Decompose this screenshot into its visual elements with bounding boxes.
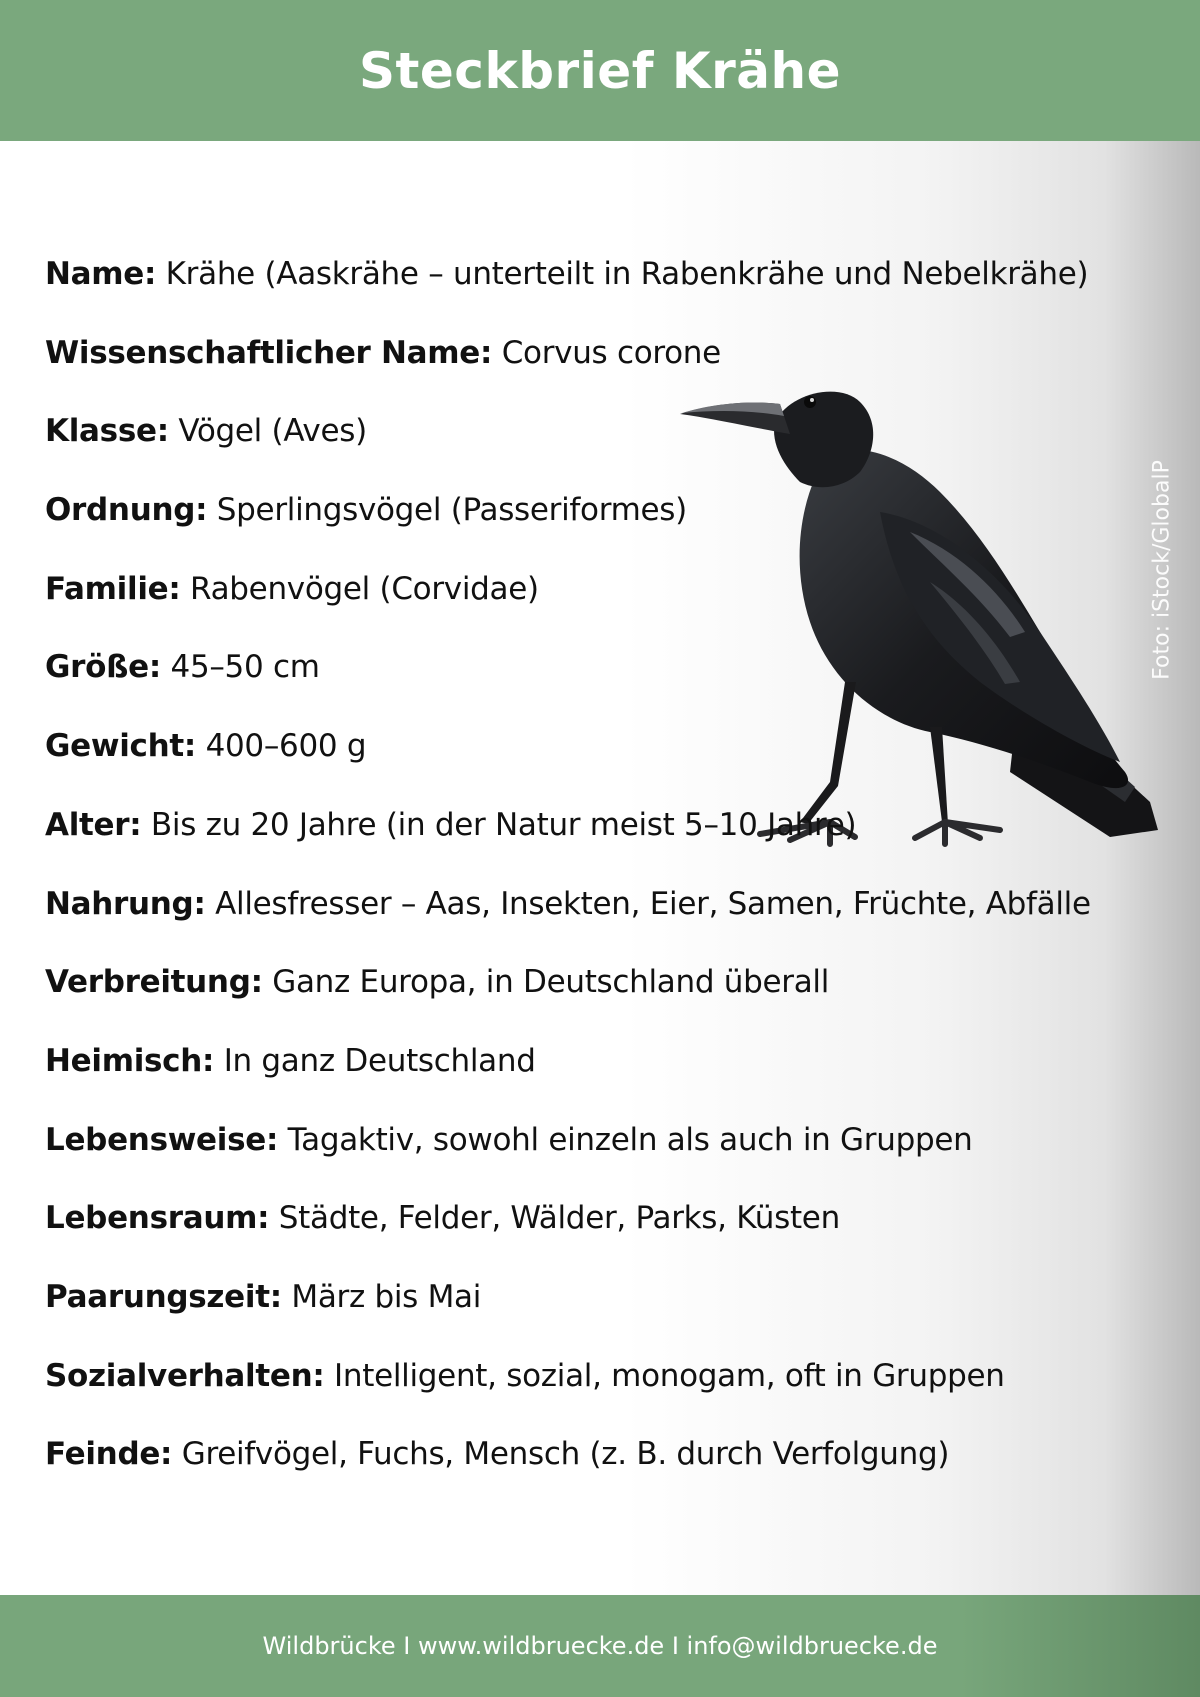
fact-label: Sozialverhalten: (45, 1357, 325, 1394)
fact-value: Rabenvögel (Corvidae) (190, 570, 539, 607)
fact-row-family (45, 569, 1105, 648)
fact-label: Alter: (45, 806, 142, 843)
fact-row-distribution (45, 962, 1105, 1041)
header-bar (0, 0, 1200, 141)
fact-row-order (45, 490, 1105, 569)
fact-value: Corvus corone (501, 334, 721, 371)
fact-row-habitat (45, 1198, 1105, 1277)
photo-credit: Foto: iStock/GlobalP (1149, 460, 1175, 680)
fact-value: Krähe (Aaskrähe – unterteilt in Rabenkrähe und Nebelkrähe) (165, 256, 1089, 292)
fact-value: Ganz Europa, in Deutschland überall (272, 964, 830, 1001)
fact-value: Vögel (Aves) (178, 413, 367, 450)
fact-label: Paarungszeit: (45, 1278, 282, 1315)
fact-value: Tagaktiv, sowohl einzeln als auch in Gruppen (287, 1121, 973, 1158)
fact-label: Familie: (45, 570, 181, 607)
fact-value: Sperlingsvögel (Passeriformes) (216, 492, 687, 529)
fact-label: Nahrung: (45, 885, 206, 922)
facts-list (45, 254, 1105, 1513)
fact-label: Name: (45, 256, 157, 292)
fact-value: Greifvögel, Fuchs, Mensch (z. B. durch Verfolgung) (181, 1436, 950, 1473)
fact-value: März bis Mai (291, 1278, 482, 1315)
fact-label: Größe: (45, 649, 161, 686)
fact-label: Wissenschaftlicher Name: (45, 334, 493, 371)
fact-label: Lebensraum: (45, 1200, 270, 1237)
fact-row-weight (45, 726, 1105, 805)
fact-value: 400–600 g (205, 728, 367, 765)
fact-value: Allesfresser – Aas, Insekten, Eier, Samen, Früchte, Abfälle (215, 885, 1091, 922)
footer-bar (0, 1595, 1200, 1697)
fact-value: Intelligent, sozial, monogam, oft in Gruppen (334, 1357, 1005, 1394)
fact-value: Städte, Felder, Wälder, Parks, Küsten (278, 1200, 840, 1237)
fact-value: In ganz Deutschland (223, 1042, 536, 1079)
fact-label: Heimisch: (45, 1042, 215, 1079)
fact-label: Ordnung: (45, 492, 208, 529)
fact-value: Bis zu 20 Jahre (in der Natur meist 5–10 Jahre) (150, 806, 857, 843)
fact-row-lifestyle (45, 1120, 1105, 1199)
fact-row-mating-season (45, 1277, 1105, 1356)
fact-value: 45–50 cm (170, 649, 320, 686)
fact-row-social-behavior (45, 1356, 1105, 1435)
page-title: Steckbrief Krähe (358, 41, 842, 100)
fact-row-age (45, 805, 1105, 884)
fact-row-size (45, 647, 1105, 726)
fact-label: Klasse: (45, 413, 169, 450)
fact-label: Verbreitung: (45, 964, 263, 1001)
fact-row-enemies (45, 1434, 1105, 1513)
fact-label: Lebensweise: (45, 1121, 279, 1158)
fact-row-class (45, 411, 1105, 490)
fact-row-scientific-name (45, 333, 1105, 412)
footer-contact: Wildbrücke I www.wildbruecke.de I info@wildbruecke.de (262, 1632, 938, 1660)
fact-label: Feinde: (45, 1436, 173, 1473)
fact-row-name (45, 254, 1105, 333)
fact-label: Gewicht: (45, 728, 196, 765)
fact-row-native (45, 1041, 1105, 1120)
fact-row-food (45, 884, 1105, 963)
